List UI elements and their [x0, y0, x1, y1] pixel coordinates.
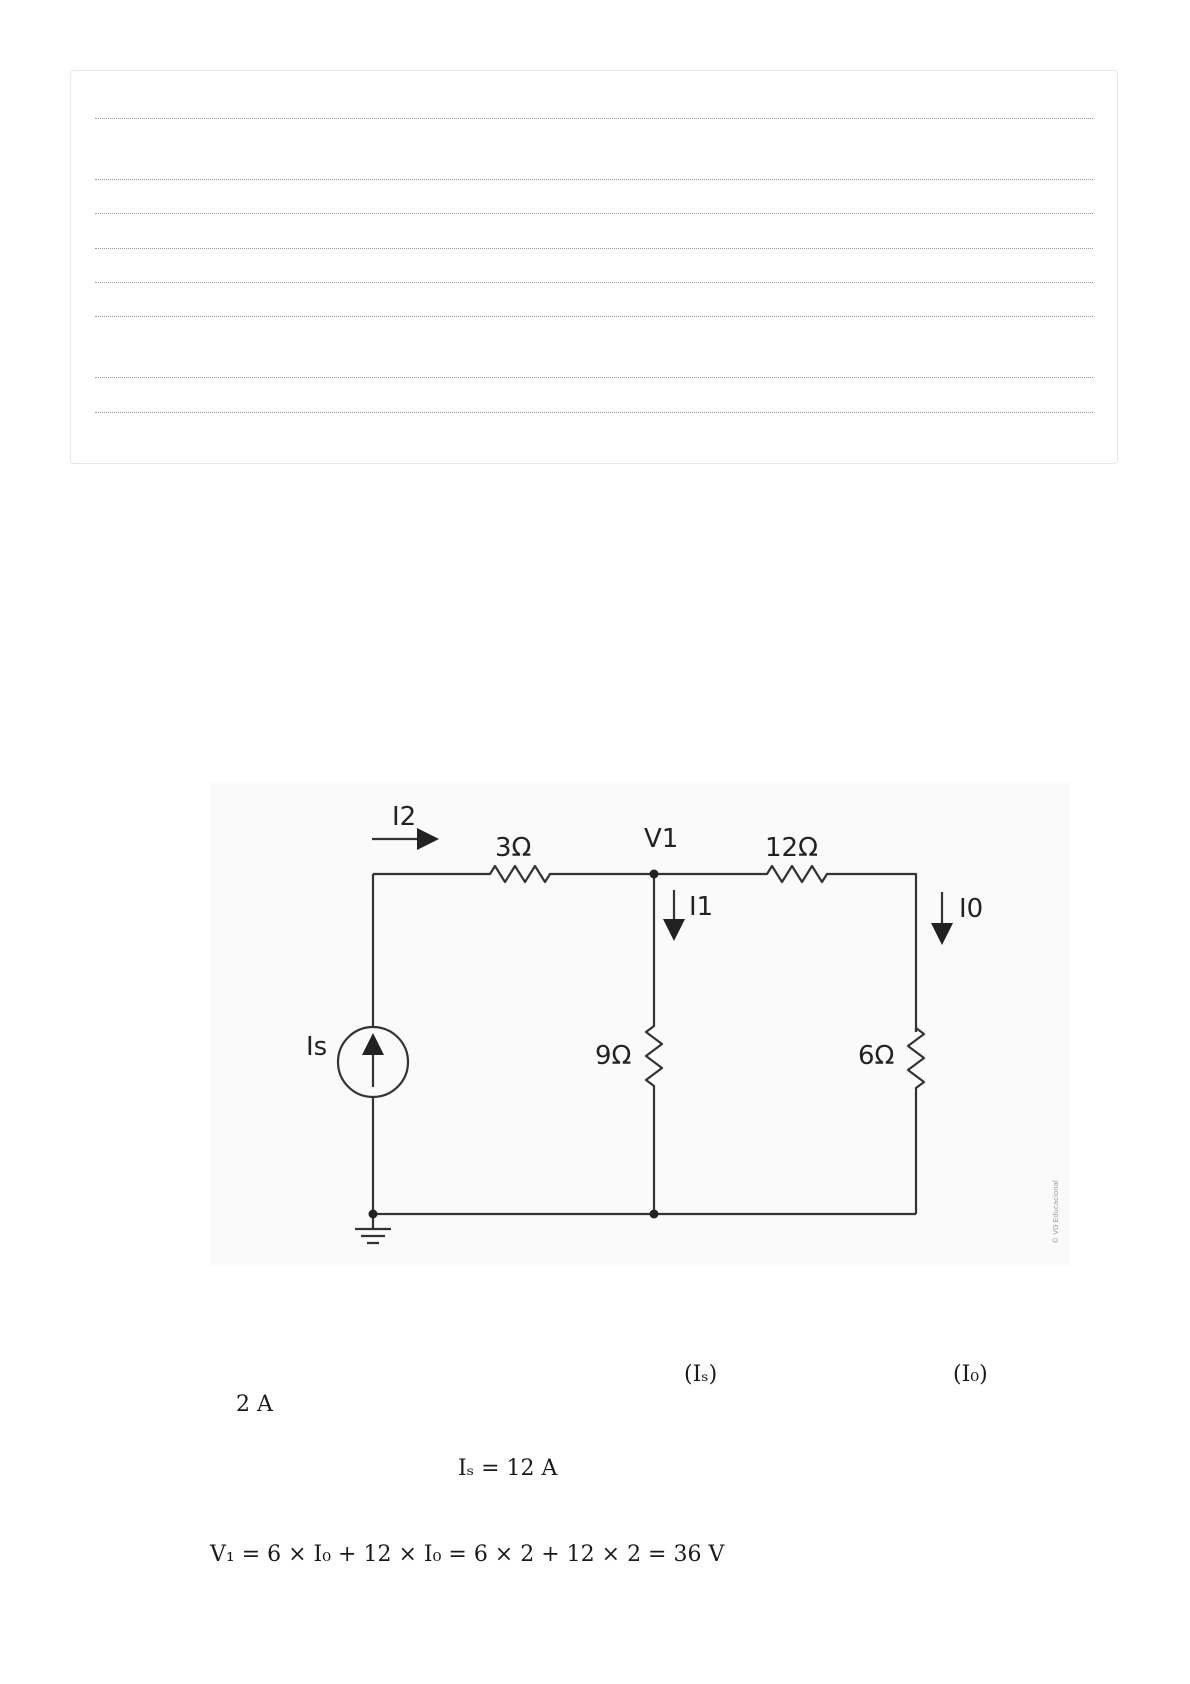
node-v1-dot	[650, 870, 659, 879]
two-amp-value: 2 A	[236, 1392, 273, 1417]
label-resistor-12: 12Ω	[765, 833, 818, 863]
ruled-line	[95, 179, 1093, 180]
ruled-line	[95, 377, 1093, 378]
v1-equation: V₁ = 6 × I₀ + 12 × I₀ = 6 × 2 + 12 × 2 = 36 V	[210, 1542, 725, 1567]
resistor-6-symbol	[908, 1028, 924, 1214]
label-resistor-6: 6Ω	[858, 1041, 895, 1071]
io-symbol: (I₀)	[953, 1362, 988, 1387]
label-i0: I0	[959, 894, 984, 924]
label-resistor-9: 9Ω	[595, 1041, 632, 1071]
node-bottom-dot	[650, 1210, 659, 1219]
node-ground-dot	[369, 1210, 378, 1219]
resistor-9-symbol	[646, 874, 662, 1214]
is-symbol: (Iₛ)	[684, 1362, 718, 1387]
ruled-answer-box	[70, 70, 1118, 464]
ruled-line	[95, 118, 1093, 119]
label-i1: I1	[689, 892, 714, 922]
ruled-line	[95, 316, 1093, 317]
ruled-line	[95, 412, 1093, 413]
is-value-equation: Iₛ = 12 A	[458, 1456, 558, 1481]
ground-icon	[355, 1229, 391, 1243]
circuit-svg	[210, 782, 1070, 1266]
ruled-line	[95, 282, 1093, 283]
resistor-12-symbol	[654, 866, 916, 1032]
ruled-line	[95, 248, 1093, 249]
label-v1: V1	[644, 824, 679, 854]
label-i2: I2	[392, 802, 417, 832]
resistor-3-symbol	[373, 866, 654, 882]
image-credit: © VG Educacional	[1052, 1180, 1060, 1244]
label-resistor-3: 3Ω	[495, 833, 532, 863]
circuit-diagram	[210, 782, 1070, 1266]
ruled-line	[95, 213, 1093, 214]
label-is: Is	[306, 1032, 328, 1062]
